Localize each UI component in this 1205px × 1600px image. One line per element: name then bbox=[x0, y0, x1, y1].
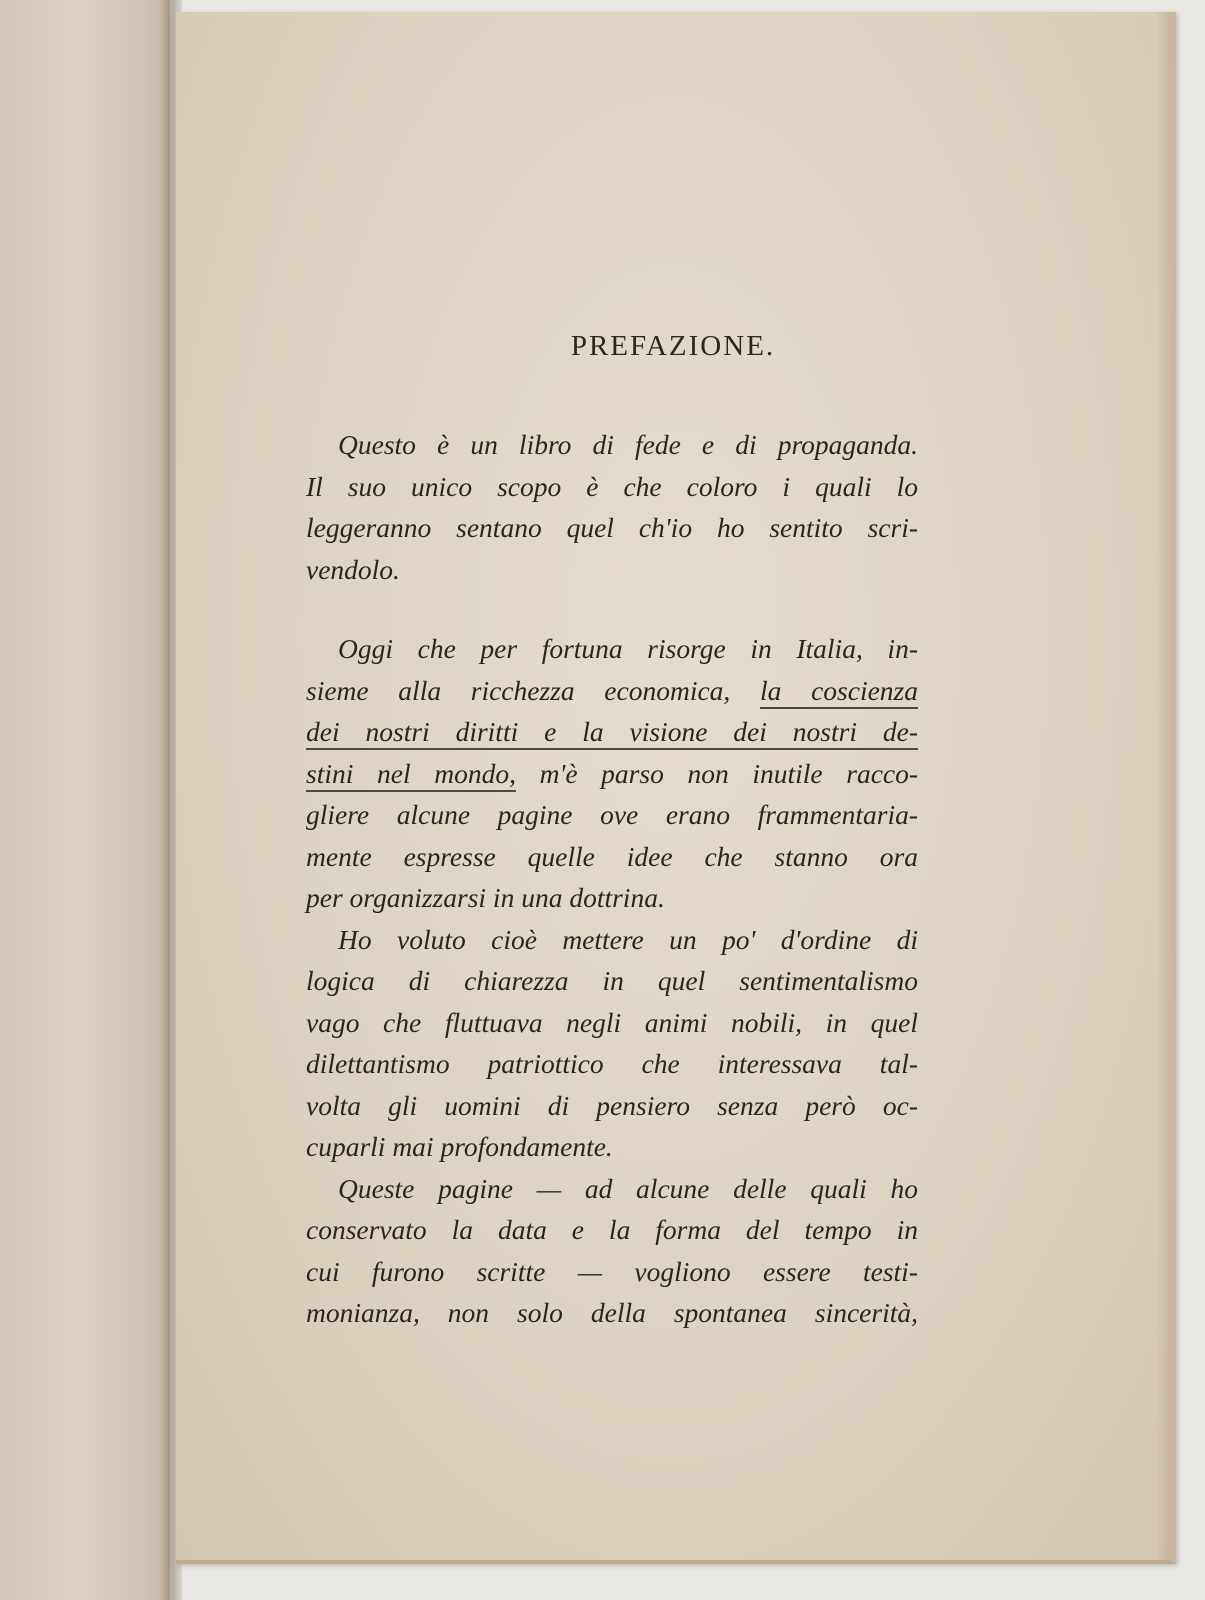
underlined-text: la coscienza bbox=[760, 675, 918, 709]
left-page-edge bbox=[0, 0, 170, 1600]
paragraph-3 bbox=[306, 919, 918, 1168]
text-line: conservato la data e la forma del tempo in bbox=[306, 1214, 918, 1245]
text-line: cui furono scritte — vogliono essere testi- bbox=[306, 1255, 918, 1287]
text-line: monianza, non solo della spontanea sincerità, bbox=[306, 1297, 918, 1328]
text-line: leggeranno sentano quel ch'io ho sentito scri- bbox=[306, 512, 918, 543]
book-page bbox=[176, 12, 1176, 1564]
text-line: gliere alcune pagine ove erano frammentaria- bbox=[306, 799, 918, 830]
text-line: Queste pagine — ad alcune delle quali ho bbox=[338, 1172, 918, 1204]
text-line bbox=[306, 753, 918, 795]
text-line: Questo è un libro di fede e di propaganda. bbox=[338, 429, 918, 460]
preface-text bbox=[306, 424, 918, 1334]
text-line: Oggi che per fortuna risorge in Italia, in- bbox=[338, 633, 918, 664]
page-edge-stain bbox=[1156, 12, 1170, 1560]
paragraph-gap bbox=[306, 590, 918, 628]
page-title: PREFAZIONE. bbox=[570, 330, 776, 362]
text-line bbox=[306, 670, 918, 712]
text-line: vago che fluttuava negli animi nobili, in quel bbox=[306, 1006, 918, 1038]
text-line: Ho voluto cioè mettere un po' d'ordine di bbox=[338, 923, 918, 955]
text-line: vendolo. bbox=[306, 553, 400, 585]
paragraph-2 bbox=[306, 628, 918, 919]
underlined-text: dei nostri diritti e la visione dei nostri de- bbox=[306, 716, 918, 750]
text-line: cuparli mai profondamente. bbox=[306, 1131, 613, 1162]
text-line bbox=[306, 711, 918, 753]
paragraph-4 bbox=[306, 1168, 918, 1334]
text-line: mente espresse quelle idee che stanno ora bbox=[306, 840, 918, 872]
text-line: logica di chiarezza in quel sentimentalismo bbox=[306, 965, 918, 996]
underlined-text: stini nel mondo, bbox=[306, 758, 516, 792]
paragraph-1 bbox=[306, 424, 918, 590]
text-line: per organizzarsi in una dottrina. bbox=[306, 882, 665, 913]
text-line: volta gli uomini di pensiero senza però oc- bbox=[306, 1089, 918, 1121]
text-line: Il suo unico scopo è che coloro i quali lo bbox=[306, 470, 918, 502]
text-line: dilettantismo patriottico che interessava tal- bbox=[306, 1048, 918, 1079]
text-segment: sieme alla ricchezza economica, bbox=[306, 674, 731, 706]
text-segment: m'è parso non inutile racco- bbox=[539, 757, 919, 789]
